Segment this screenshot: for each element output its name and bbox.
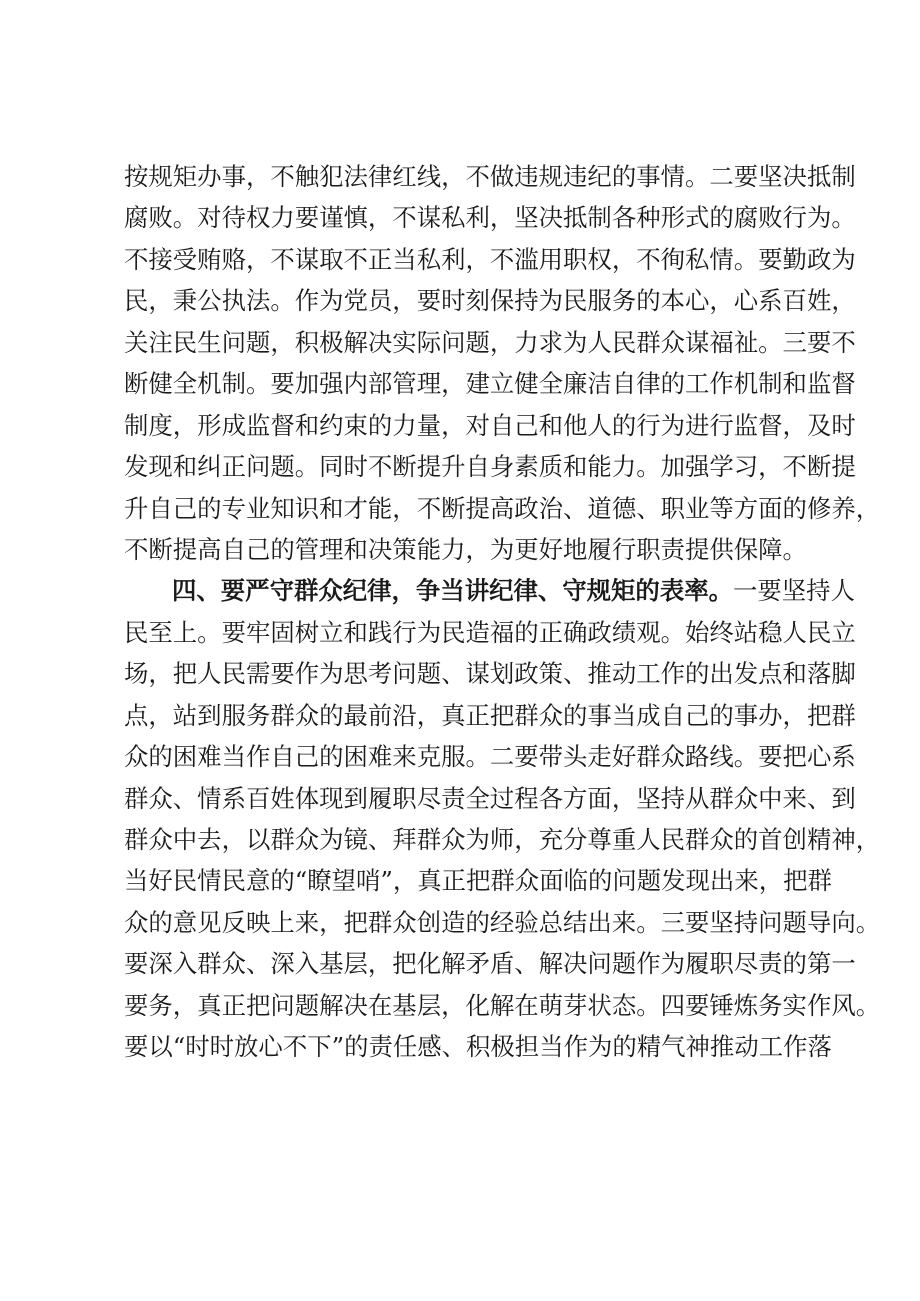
paragraph-2 bbox=[124, 612, 881, 1068]
section-heading: 四、要严守群众纪律，争当讲纪律、守规矩的表率。 bbox=[172, 576, 733, 606]
text-line: 当好民情民意的“瞭望哨”，真正把群众面临的问题发现出来，把群 bbox=[124, 866, 832, 896]
text-line: 不接受贿赂，不谋取不正当私利，不滥用职权，不徇私情。要勤政为 bbox=[124, 244, 856, 274]
body-text bbox=[124, 156, 881, 1068]
text-line: 民至上。要牢固树立和践行为民造福的正确政绩观。始终站稳人民立 bbox=[124, 617, 856, 647]
text-line: 众的困难当作自己的困难来克服。二要带头走好群众路线。要把心系 bbox=[124, 742, 856, 772]
text-line: 断健全机制。要加强内部管理，建立健全廉洁自律的工作机制和监督 bbox=[124, 369, 856, 399]
text-line: 腐败。对待权力要谨慎，不谋私利，坚决抵制各种形式的腐败行为。 bbox=[124, 203, 856, 233]
text-line: 点，站到服务群众的最前沿，真正把群众的事当成自己的事办，把群 bbox=[124, 700, 856, 730]
text-line: 要以“时时放心不下”的责任感、积极担当作为的精气神推动工作落 bbox=[124, 1032, 832, 1062]
text-line: 群众、情系百姓体现到履职尽责全过程各方面，坚持从群众中来、到 bbox=[124, 783, 856, 813]
text-line: 要深入群众、深入基层，把化解矛盾、解决问题作为履职尽责的第一 bbox=[124, 949, 856, 979]
text-line: 众的意见反映上来，把群众创造的经验总结出来。三要坚持问题导向。 bbox=[124, 907, 881, 937]
section-heading-continuation: 一要坚持人 bbox=[733, 576, 855, 606]
text-line: 民，秉公执法。作为党员，要时刻保持为民服务的本心，心系百姓， bbox=[124, 286, 856, 316]
text-line: 关注民生问题，积极解决实际问题，力求为人民群众谋福祉。三要不 bbox=[124, 327, 856, 357]
text-line: 要务，真正把问题解决在基层，化解在萌芽状态。四要锤炼务实作风。 bbox=[124, 990, 881, 1020]
text-line: 群众中去，以群众为镜、拜群众为师，充分尊重人民群众的首创精神， bbox=[124, 825, 881, 854]
text-line: 升自己的专业知识和才能，不断提高政治、道德、职业等方面的修养， bbox=[124, 493, 881, 523]
text-line: 按规矩办事，不触犯法律红线，不做违规违纪的事情。二要坚决抵制 bbox=[124, 162, 856, 191]
paragraph-2-first-line bbox=[124, 570, 855, 611]
text-line: 制度，形成监督和约束的力量，对自己和他人的行为进行监督，及时 bbox=[124, 410, 856, 440]
text-line: 场，把人民需要作为思考问题、谋划政策、推动工作的出发点和落脚 bbox=[124, 659, 856, 689]
text-line: 发现和纠正问题。同时不断提升自身素质和能力。加强学习，不断提 bbox=[124, 452, 856, 482]
paragraph-1 bbox=[124, 156, 881, 570]
text-line: 不断提高自己的管理和决策能力，为更好地履行职责提供保障。 bbox=[124, 534, 807, 564]
